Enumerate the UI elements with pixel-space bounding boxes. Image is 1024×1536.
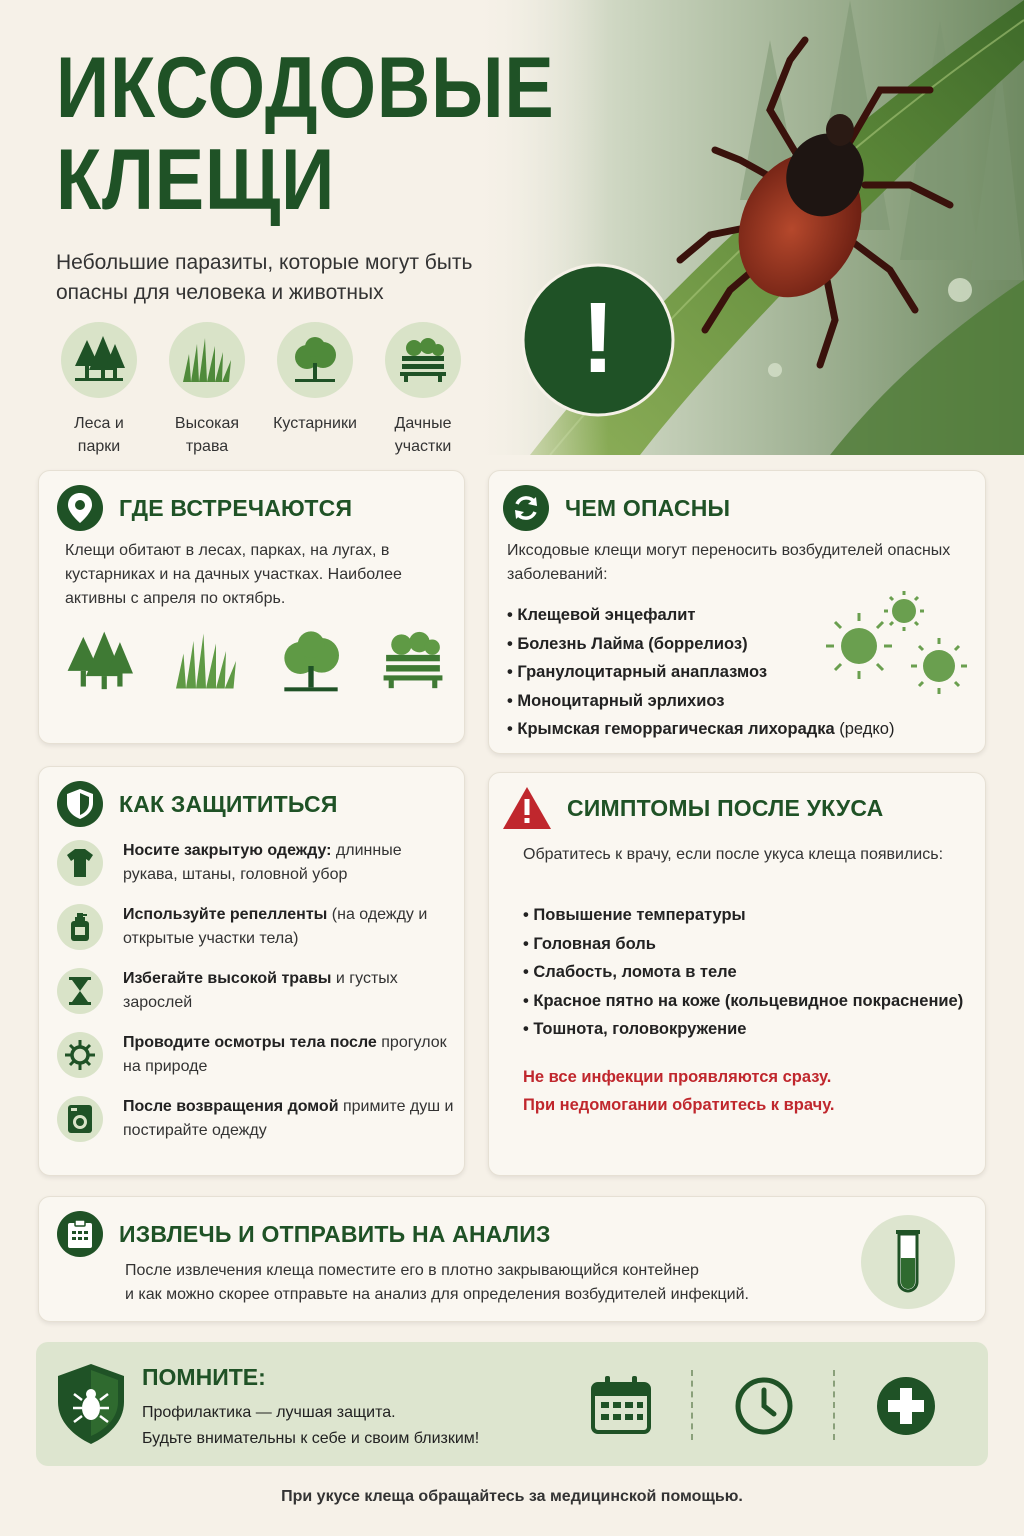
remember-title: ПОМНИТЕ:: [142, 1364, 266, 1390]
extract-text: и как можно скорее отправьте на анализ для определения возбудителей инфекций.: [125, 1286, 749, 1303]
protect-item-bold: Проводите осмотры тела после: [123, 1034, 377, 1051]
habitat-bushes: [268, 322, 362, 458]
symptom-text: Тошнота, головокружение: [533, 1020, 747, 1038]
bench-icon: [381, 631, 445, 689]
danger-intro: Иксодовые клещи могут переносить возбудителей опасных заболеваний:: [507, 542, 951, 583]
danger-card: [488, 470, 986, 754]
where-text: Клещи обитают в лесах, парках, на лугах, в кустарниках и на дачных участках. Наиболее активны с апреля по октябрь.: [65, 542, 402, 607]
protect-item-text: и густых зарослей: [123, 970, 398, 1011]
refresh-cycle-icon: [503, 485, 549, 531]
disease-name: Моноцитарный эрлихиоз: [517, 691, 725, 710]
grass-icon: [169, 322, 245, 398]
habitat-forest: [52, 322, 146, 458]
disease-name: Клещевой энцефалит: [517, 606, 696, 624]
habitat-dacha: [376, 322, 470, 458]
disease-name: Гранулоцитарный анаплазмоз: [517, 663, 768, 681]
extract-card: [38, 1196, 986, 1322]
extract-text: После извлечения клеща поместите его в плотно закрывающийся контейнер: [125, 1262, 699, 1279]
protect-item-text: (на одежду и открытые участки тела): [123, 906, 428, 947]
remember-text: Будьте внимательны к себе и своим близким!: [142, 1430, 480, 1447]
location-pin-icon: [57, 485, 103, 531]
symptom-text: Слабость, ломота в теле: [533, 963, 737, 981]
forest-icon: [65, 631, 133, 695]
where-card: [38, 470, 465, 744]
medical-cross-icon: [876, 1376, 936, 1436]
title-line-1: ИКСОДОВЫЕ: [56, 40, 555, 136]
habitat-label: Высокая: [174, 415, 240, 432]
symptom-list: [523, 901, 963, 1044]
bush-icon: [277, 322, 353, 398]
divider: [691, 1370, 693, 1440]
symptom-item: [523, 987, 963, 1016]
habitat-label: Кустарники: [273, 415, 357, 432]
grass-icon: [171, 631, 241, 691]
where-illustrations: [65, 631, 445, 695]
warning-triangle-icon: [503, 787, 551, 829]
habitat-label: парки: [77, 438, 121, 455]
shield-icon: [57, 781, 103, 827]
habitat-label: участки: [394, 438, 452, 455]
title-line-2: КЛЕЩИ: [56, 132, 336, 228]
habitat-label: трава: [185, 438, 229, 455]
bench-icon: [385, 322, 461, 398]
protect-item-bold: Используйте репелленты: [123, 906, 328, 923]
protect-item: [57, 1095, 457, 1143]
page-subtitle: Небольшие паразиты, которые могут быть опасны для человека и животных: [56, 251, 473, 304]
protect-item-bold: Носите закрытую одежду:: [123, 842, 332, 859]
protect-list: [57, 839, 457, 1159]
symptom-text: Красное пятно на коже (кольцевидное покраснение): [533, 991, 964, 1010]
shield-tick-icon: [58, 1364, 124, 1444]
protect-item: [57, 967, 457, 1015]
symptoms-intro: Обратитесь к врачу, если после укуса клеща появились:: [523, 846, 944, 863]
remember-banner: [36, 1342, 988, 1466]
protect-item-bold: Избегайте высокой травы: [123, 970, 332, 987]
protect-item-text: примите душ и постирайте одежду: [123, 1098, 454, 1139]
symptom-item: [523, 930, 963, 959]
symptoms-warning: Не все инфекции проявляются сразу.: [523, 1068, 832, 1086]
forest-icon: [61, 322, 137, 398]
footer-note: При укусе клеща обращайтесь за медицинской помощью.: [281, 1488, 743, 1505]
bush-icon: [279, 631, 343, 693]
protect-item: [57, 903, 457, 951]
remember-text: Профилактика — лучшая защита.: [142, 1404, 396, 1421]
protect-item-text: прогулок на природе: [123, 1034, 447, 1075]
symptom-text: Головная боль: [533, 934, 656, 953]
habitat-label: Леса и: [74, 415, 124, 432]
page-title: [56, 42, 555, 226]
symptom-item: [523, 958, 963, 987]
washer-icon: [57, 1096, 103, 1142]
divider: [833, 1370, 835, 1440]
test-tube-icon: [861, 1215, 955, 1309]
protect-item-bold: После возвращения домой: [123, 1098, 339, 1115]
symptom-text: Повышение температуры: [533, 906, 746, 924]
symptoms-title: СИМПТОМЫ ПОСЛЕ УКУСА: [567, 794, 884, 821]
calendar-icon: [591, 1376, 651, 1434]
disease-item: [507, 715, 894, 744]
symptom-item: [523, 1015, 963, 1044]
symptoms-warning: При недомогании обратитесь к врачу.: [523, 1096, 835, 1114]
inspect-icon: [57, 1032, 103, 1078]
habitat-label: Дачные: [394, 415, 452, 432]
alert-exclamation-icon: !: [581, 282, 615, 394]
clothing-icon: [57, 840, 103, 886]
clipboard-icon: [57, 1211, 103, 1257]
repellent-icon: [57, 904, 103, 950]
disease-note: (редко): [834, 720, 895, 738]
danger-title: ЧЕМ ОПАСНЫ: [565, 494, 731, 521]
disease-name: Крымская геморрагическая лихорадка: [517, 720, 835, 738]
symptom-item: [523, 901, 963, 930]
protect-card: [38, 766, 465, 1176]
protect-item: [57, 839, 457, 887]
where-title: ГДЕ ВСТРЕЧАЮТСЯ: [119, 494, 353, 521]
symptoms-card: [488, 772, 986, 1176]
protect-item: [57, 1031, 457, 1079]
clock-icon: [734, 1376, 794, 1436]
habitat-grass: [160, 322, 254, 458]
hourglass-icon: [57, 968, 103, 1014]
virus-icon: [819, 591, 979, 701]
extract-title: ИЗВЛЕЧЬ И ОТПРАВИТЬ НА АНАЛИЗ: [119, 1220, 551, 1247]
disease-name: Болезнь Лайма (боррелиоз): [517, 634, 748, 653]
habitat-row: [52, 322, 470, 458]
protect-item-text: длинные рукава, штаны, головной убор: [123, 842, 402, 883]
protect-title: КАК ЗАЩИТИТЬСЯ: [119, 790, 338, 817]
